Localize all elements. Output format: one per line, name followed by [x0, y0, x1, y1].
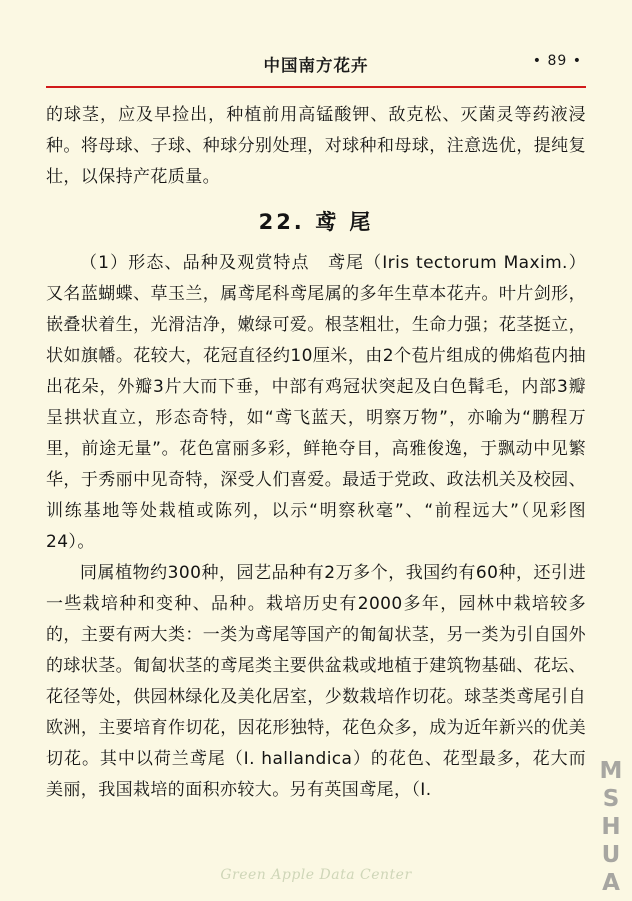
header-divider [46, 86, 586, 88]
book-title: 中国南方花卉 [263, 56, 369, 75]
paragraph-species: 同属植物约300种，园艺品种有2万多个，我国约有60种，还引进一些栽培种和变种、品种。栽培历史有2000多年，园林中栽培较多的，主要有两大类：一类为鸢尾等国产的匍匐状茎，另一类为引自国外的球状茎。匍匐状茎的鸢尾类主要供盆栽或地植于建筑物基础、花坛、花径等处，供园林绿化及美化居室，少数栽培作切花。球茎类鸢尾引自欧洲，主要培育作切花，因花形独特，花色众多，成为近年新兴的优美切花。其中以荷兰鸢尾（I. hallandica）的花色、花型最多，花大而美丽，我国栽培的面积亦较大。另有英国鸢尾，（I. [46, 563, 586, 800]
page-content [46, 100, 586, 806]
page-header [46, 52, 586, 82]
footer-watermark: Green Apple Data Center [220, 867, 412, 883]
side-vertical-label: MSHUA [598, 758, 624, 898]
section-heading: 22. 鸢 尾 [258, 210, 374, 234]
paragraph-morphology: （1）形态、品种及观赏特点 鸢尾（Iris tectorum Maxim.）又名蓝蝴蝶、草玉兰，属鸢尾科鸢尾属的多年生草本花卉。叶片剑形，嵌叠状着生，光滑洁净，嫩绿可爱。根茎粗壮，生命力强；花茎挺立，状如旗幡。花较大，花冠直径约10厘米，由2个苞片组成的佛焰苞内抽出花朵，外瓣3片大而下垂，中部有鸡冠状突起及白色髯毛，内部3瓣呈拱状直立，形态奇特，如“鸢飞蓝天，明察万物”，亦喻为“鹏程万里，前途无量”。花色富丽多彩，鲜艳夺目，高雅俊逸，于飘动中见繁华，于秀丽中见奇特，深受人们喜爱。最适于党政、政法机关及校园、训练基地等处栽植或陈列，以示“明察秋毫”、“前程远大”（见彩图24）。 [46, 253, 586, 552]
paragraph-continued: 的球茎，应及早捡出，种植前用高锰酸钾、敌克松、灭菌灵等药液浸种。将母球、子球、种球分别处理，对球种和母球，注意选优，提纯复壮，以保持产花质量。 [46, 105, 586, 187]
page-number: • 89 • [532, 53, 582, 69]
